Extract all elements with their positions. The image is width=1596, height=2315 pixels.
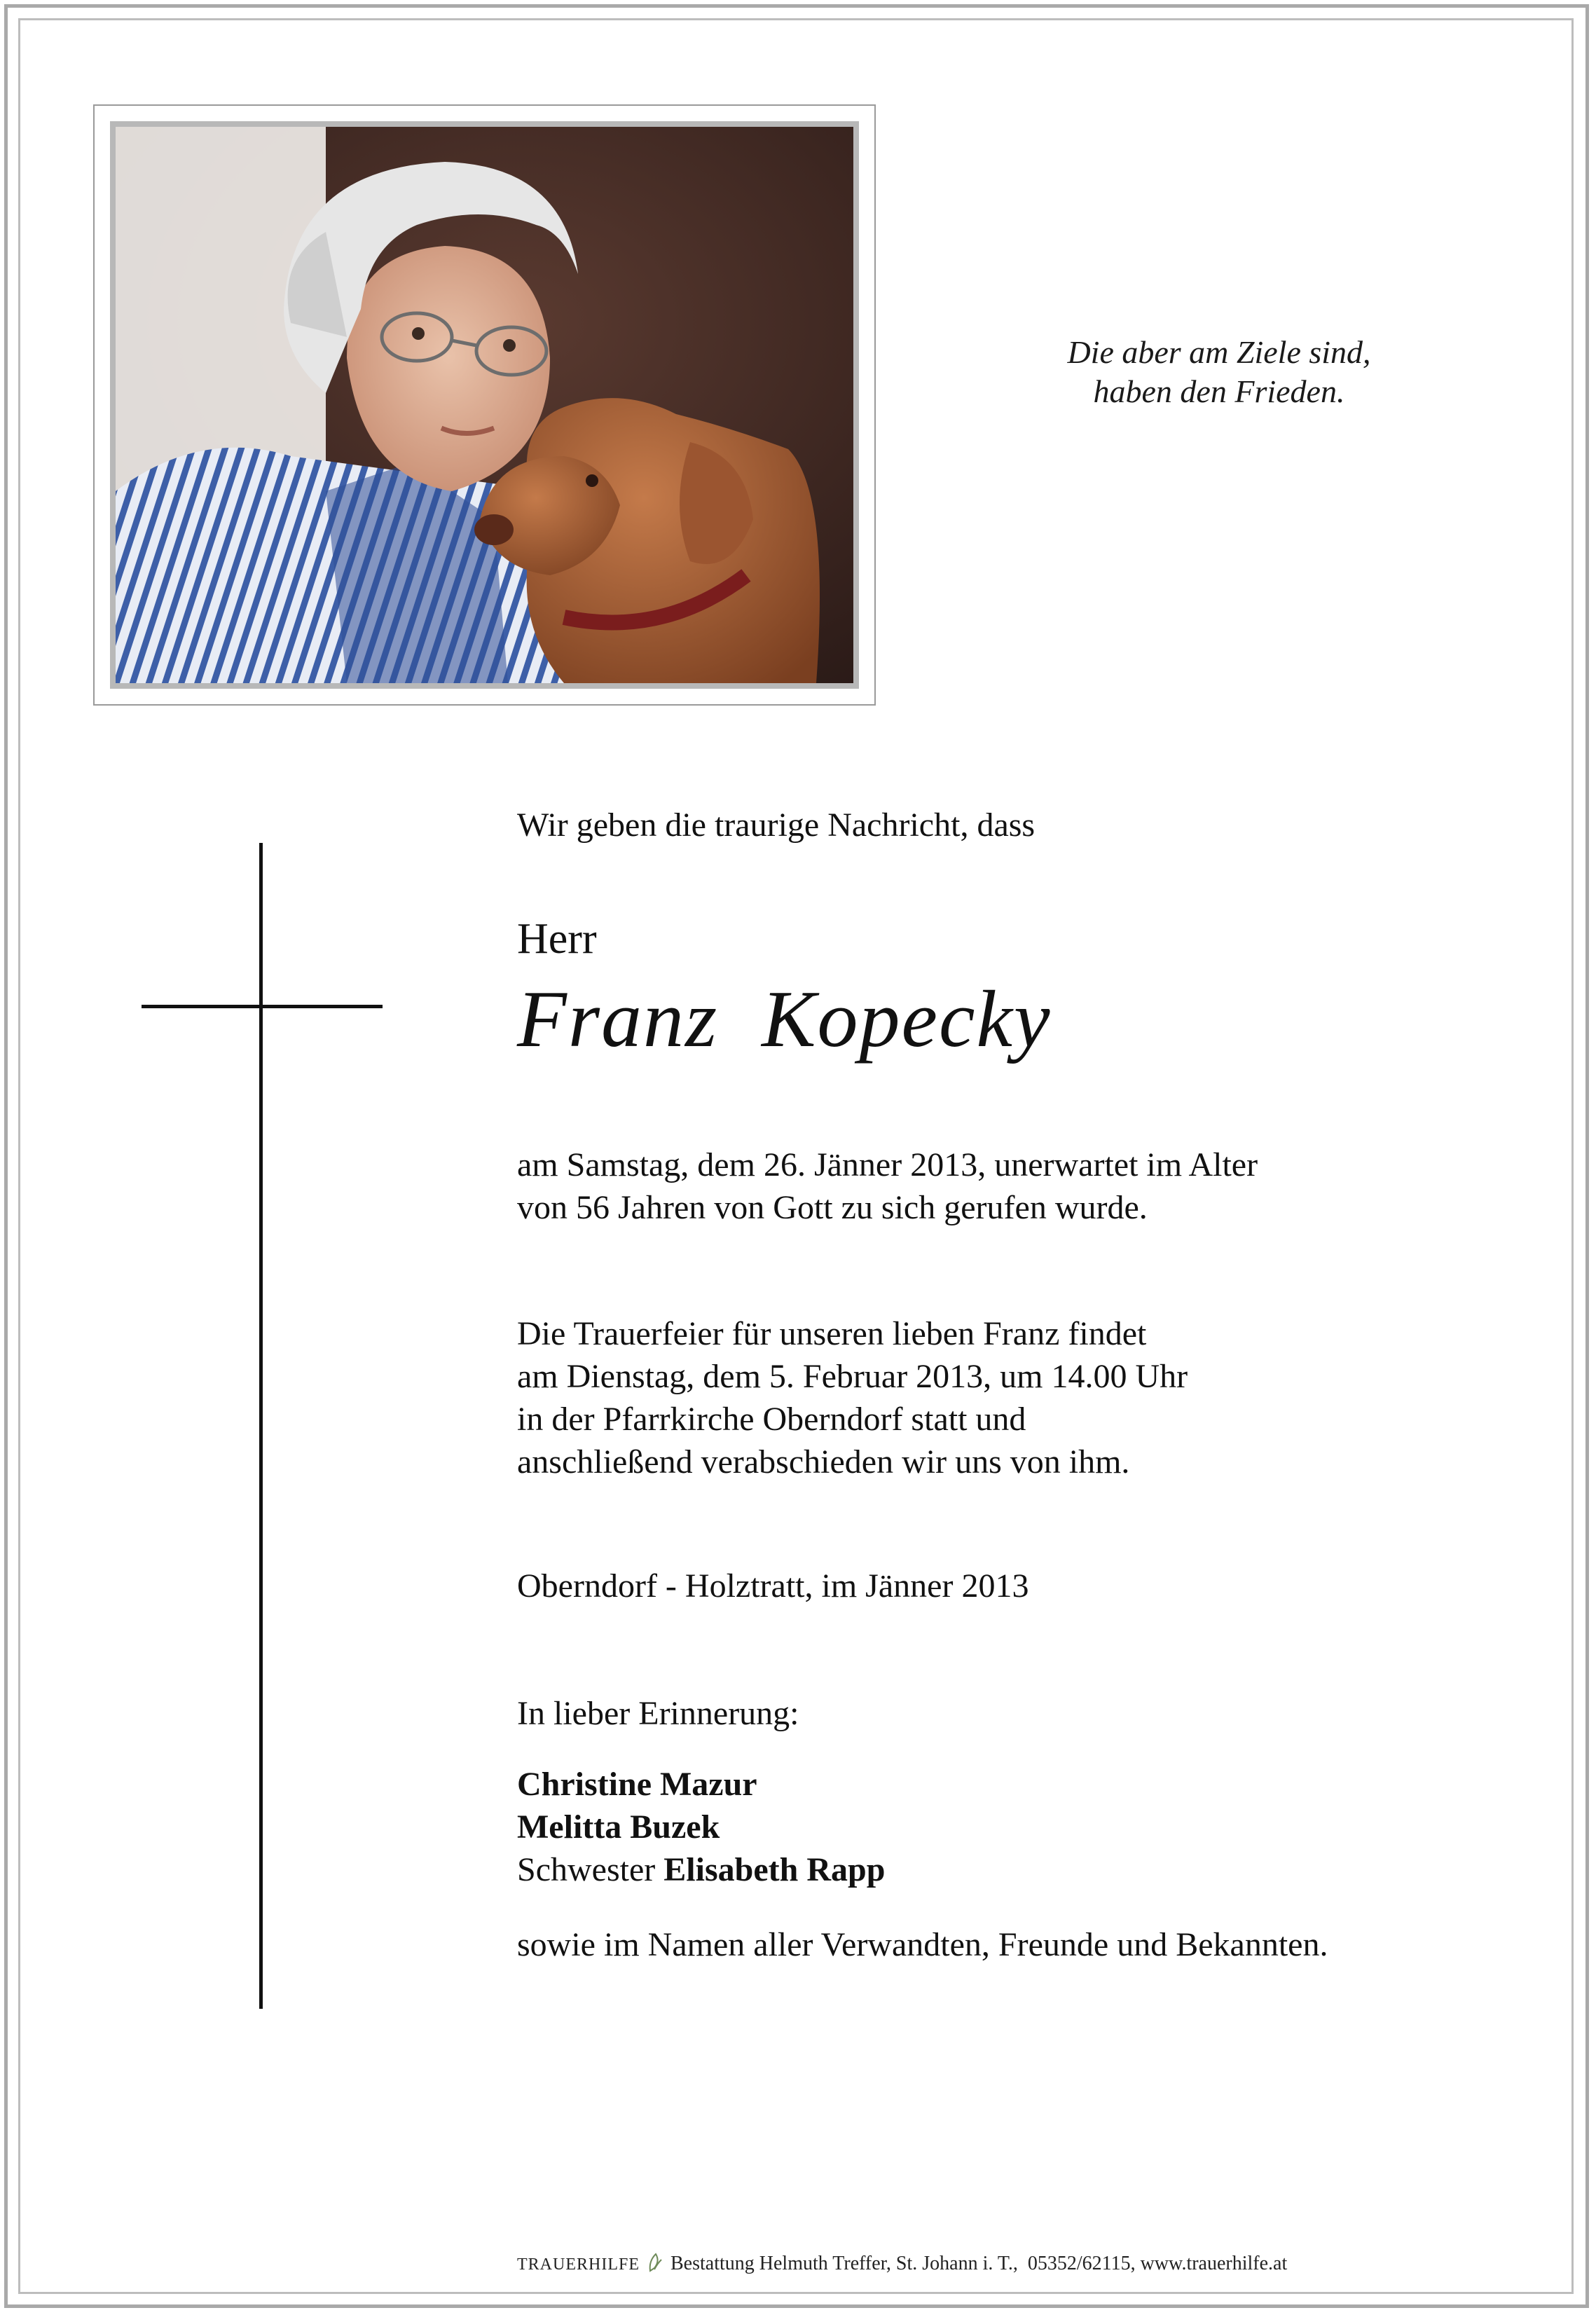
intro-text: Wir geben die traurige Nachricht, dass [517, 806, 1036, 844]
death-announcement: am Samstag, dem 26. Jänner 2013, unerwartet im Alter von 56 Jahren von Gott zu sich gerufen wurde. [517, 1146, 1258, 1226]
mourner-name: Melitta Buzek [517, 1808, 720, 1846]
cross-vertical-bar [259, 843, 263, 2009]
mourner-prefix: Schwester [517, 1851, 664, 1888]
cross-horizontal-bar [142, 1005, 383, 1008]
portrait-illustration [116, 127, 853, 683]
footer-brand: TRAUERHILFE [517, 2255, 640, 2274]
photo-frame [93, 104, 876, 706]
place-date: Oberndorf - Holztratt, im Jänner 2013 [517, 1567, 1029, 1605]
deceased-name: Franz Kopecky [517, 975, 1052, 1064]
mourner-name: Christine Mazur [517, 1766, 757, 1803]
mourners-list [517, 1763, 885, 1891]
salutation: Herr [517, 915, 597, 963]
leaf-icon [647, 2251, 663, 2272]
mourner-3 [517, 1848, 885, 1891]
motto-quote [967, 333, 1471, 411]
portrait-photo [116, 127, 853, 683]
mourner-1 [517, 1763, 885, 1806]
mourner-name: Elisabeth Rapp [663, 1851, 886, 1888]
motto-line-2: haben den Frieden. [1093, 373, 1345, 409]
footer-text: Bestattung Helmuth Treffer, St. Johann i. T., 05352/62115, www.trauerhilfe.at [670, 2253, 1288, 2274]
motto-line-1: Die aber am Ziele sind, [1067, 334, 1371, 370]
closing-text: sowie im Namen aller Verwandten, Freunde und Bekannten. [517, 1926, 1328, 1963]
funeral-details: Die Trauerfeier für unseren lieben Franz findet am Dienstag, dem 5. Februar 2013, um 14.00 Uhr in der Pfarrkirche Oberndorf statt und anschließend verabschieden wir uns von ihm. [517, 1315, 1188, 1481]
photo-border [110, 121, 859, 689]
footer [517, 2251, 1287, 2276]
remembrance-heading: In lieber Erinnerung: [517, 1695, 799, 1732]
mourner-2 [517, 1806, 885, 1848]
